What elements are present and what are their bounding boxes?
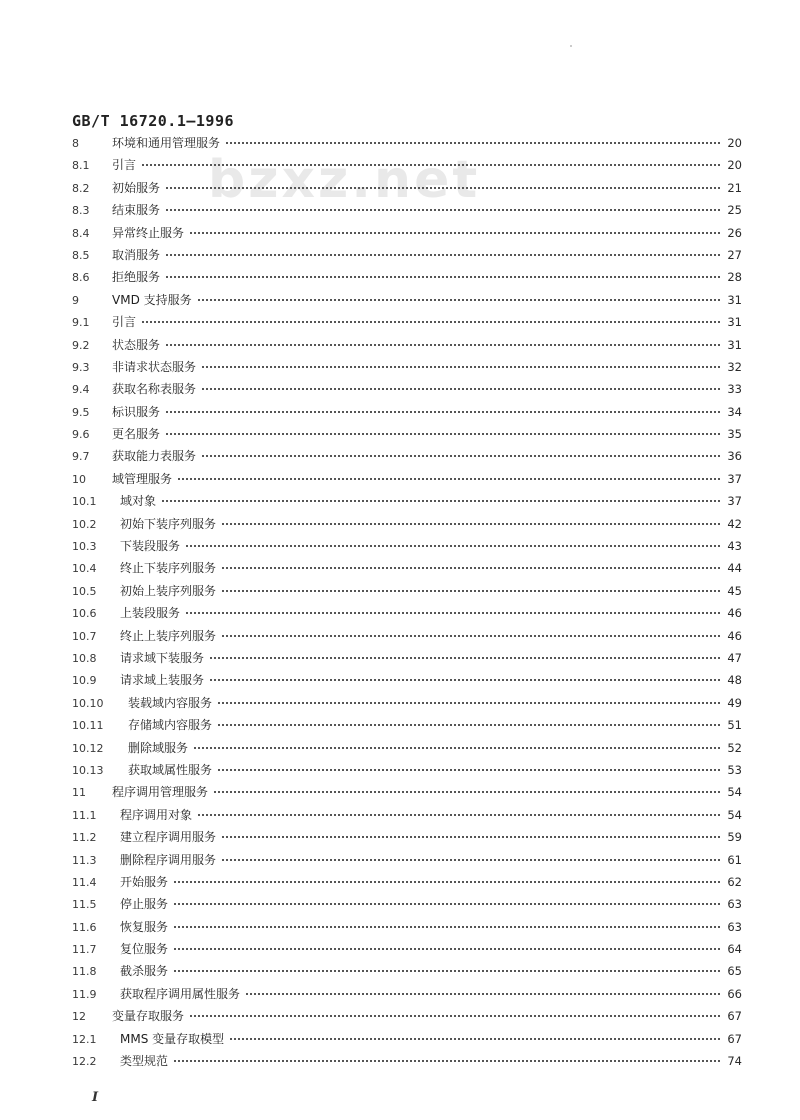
toc-entry-title: 删除程序调用服务 bbox=[120, 852, 217, 867]
toc-entry-title: 状态服务 bbox=[112, 337, 161, 352]
toc-entry-number: 12.2 bbox=[72, 1055, 97, 1069]
toc-dot-leader bbox=[166, 411, 720, 413]
toc-entry[interactable] bbox=[72, 334, 742, 356]
toc-entry-number: 10.9 bbox=[72, 674, 97, 688]
toc-entry-number: 11.1 bbox=[72, 808, 97, 822]
toc-entry-title: 删除域服务 bbox=[128, 740, 189, 755]
toc-dot-leader bbox=[174, 903, 720, 905]
toc-dot-leader bbox=[210, 679, 720, 681]
toc-dot-leader bbox=[226, 142, 720, 144]
toc-entry-title: 开始服务 bbox=[120, 874, 169, 889]
toc-entry-page: 46 bbox=[727, 606, 742, 621]
toc-entry-number: 10.2 bbox=[72, 517, 97, 531]
toc-entry-page: 53 bbox=[727, 762, 742, 777]
toc-entry-title: VMD 支持服务 bbox=[112, 292, 192, 307]
toc-dot-leader bbox=[222, 635, 720, 637]
toc-entry-title: 结束服务 bbox=[112, 203, 161, 218]
toc-entry-number: 11 bbox=[72, 786, 86, 800]
toc-dot-leader bbox=[166, 433, 720, 435]
toc-entry-title: 异常终止服务 bbox=[112, 225, 185, 240]
toc-entry[interactable] bbox=[72, 692, 742, 714]
toc-dot-leader bbox=[230, 1038, 720, 1040]
scan-speck bbox=[570, 45, 572, 47]
toc-entry-number: 10.12 bbox=[72, 741, 104, 755]
toc-entry-number: 11.9 bbox=[72, 987, 97, 1001]
toc-entry-page: 43 bbox=[727, 539, 742, 554]
toc-dot-leader bbox=[162, 500, 720, 502]
toc-entry-title: 恢复服务 bbox=[120, 919, 169, 934]
standard-number-header: GB/T 16720.1—1996 bbox=[72, 112, 235, 130]
toc-entry-number: 11.5 bbox=[72, 898, 97, 912]
toc-entry-title: 拒绝服务 bbox=[112, 270, 161, 285]
toc-entry-title: 终止上装序列服务 bbox=[120, 628, 217, 643]
toc-entry[interactable] bbox=[72, 557, 742, 579]
toc-entry-page: 48 bbox=[727, 673, 742, 688]
toc-dot-leader bbox=[190, 1015, 720, 1017]
toc-entry-title: 获取程序调用属性服务 bbox=[120, 986, 241, 1001]
toc-entry-number: 12 bbox=[72, 1010, 86, 1024]
toc-entry[interactable] bbox=[72, 759, 742, 781]
toc-dot-leader bbox=[202, 455, 720, 457]
toc-entry-number: 10.8 bbox=[72, 651, 97, 665]
toc-dot-leader bbox=[222, 567, 720, 569]
toc-entry[interactable] bbox=[72, 916, 742, 938]
toc-dot-leader bbox=[174, 881, 720, 883]
toc-entry-number: 9.2 bbox=[72, 338, 90, 352]
toc-entry[interactable] bbox=[72, 244, 742, 266]
toc-dot-leader bbox=[198, 814, 720, 816]
toc-dot-leader bbox=[202, 366, 720, 368]
toc-entry[interactable] bbox=[72, 132, 742, 154]
toc-entry[interactable] bbox=[72, 849, 742, 871]
toc-entry[interactable] bbox=[72, 871, 742, 893]
toc-entry-number: 10.13 bbox=[72, 763, 104, 777]
toc-entry-title: 停止服务 bbox=[120, 897, 169, 912]
toc-entry[interactable] bbox=[72, 490, 742, 512]
toc-entry-title: 初始下装序列服务 bbox=[120, 516, 217, 531]
toc-entry-title: 引言 bbox=[112, 315, 137, 330]
toc-entry-number: 9.3 bbox=[72, 360, 90, 374]
toc-entry[interactable] bbox=[72, 737, 742, 759]
toc-entry-title: 取消服务 bbox=[112, 247, 161, 262]
toc-entry-page: 74 bbox=[727, 1054, 742, 1069]
toc-dot-leader bbox=[210, 657, 720, 659]
toc-entry-page: 28 bbox=[727, 270, 742, 285]
toc-entry-title: 建立程序调用服务 bbox=[120, 830, 217, 845]
toc-dot-leader bbox=[222, 590, 720, 592]
toc-entry[interactable] bbox=[72, 625, 742, 647]
toc-entry-number: 10.5 bbox=[72, 584, 97, 598]
toc-entry[interactable] bbox=[72, 535, 742, 557]
toc-dot-leader bbox=[166, 254, 720, 256]
toc-dot-leader bbox=[186, 612, 720, 614]
toc-dot-leader bbox=[222, 859, 720, 861]
toc-entry-title: 上装段服务 bbox=[120, 606, 181, 621]
toc-dot-leader bbox=[174, 1060, 720, 1062]
toc-entry-title: 初始上装序列服务 bbox=[120, 583, 217, 598]
toc-entry-page: 37 bbox=[727, 471, 742, 486]
page-number: I bbox=[92, 1090, 99, 1105]
toc-entry-title: 类型规范 bbox=[120, 1054, 169, 1069]
toc-entry[interactable] bbox=[72, 938, 742, 960]
toc-entry[interactable] bbox=[72, 960, 742, 982]
toc-dot-leader bbox=[202, 388, 720, 390]
toc-entry-page: 49 bbox=[727, 695, 742, 710]
toc-dot-leader bbox=[194, 747, 720, 749]
toc-entry[interactable] bbox=[72, 580, 742, 602]
toc-entry-number: 9.5 bbox=[72, 405, 90, 419]
toc-entry-number: 11.8 bbox=[72, 965, 97, 979]
toc-dot-leader bbox=[198, 299, 720, 301]
toc-entry[interactable] bbox=[72, 1028, 742, 1050]
toc-entry-page: 31 bbox=[727, 292, 742, 307]
toc-entry-page: 31 bbox=[727, 337, 742, 352]
toc-entry[interactable] bbox=[72, 804, 742, 826]
toc-entry-title: 标识服务 bbox=[112, 404, 161, 419]
toc-entry[interactable] bbox=[72, 445, 742, 467]
toc-dot-leader bbox=[166, 209, 720, 211]
toc-entry-page: 66 bbox=[727, 986, 742, 1001]
toc-entry-title: 终止下装序列服务 bbox=[120, 561, 217, 576]
toc-entry-number: 11.6 bbox=[72, 920, 97, 934]
toc-dot-leader bbox=[166, 187, 720, 189]
toc-entry-number: 9.4 bbox=[72, 383, 90, 397]
toc-dot-leader bbox=[178, 478, 720, 480]
toc-entry-number: 10.7 bbox=[72, 629, 97, 643]
toc-dot-leader bbox=[246, 993, 720, 995]
toc-entry-page: 25 bbox=[727, 203, 742, 218]
toc-entry-page: 44 bbox=[727, 561, 742, 576]
toc-entry-title: 存储域内容服务 bbox=[128, 718, 213, 733]
toc-dot-leader bbox=[218, 724, 720, 726]
toc-entry-page: 26 bbox=[727, 225, 742, 240]
toc-entry-title: 获取名称表服务 bbox=[112, 382, 197, 397]
toc-entry-page: 36 bbox=[727, 449, 742, 464]
toc-entry[interactable] bbox=[72, 513, 742, 535]
toc-entry-number: 10.10 bbox=[72, 696, 104, 710]
toc-entry[interactable] bbox=[72, 893, 742, 915]
toc-dot-leader bbox=[166, 276, 720, 278]
toc-entry-page: 67 bbox=[727, 1009, 742, 1024]
toc-entry-page: 21 bbox=[727, 180, 742, 195]
toc-dot-leader bbox=[166, 344, 720, 346]
toc-dot-leader bbox=[186, 545, 720, 547]
toc-entry-title: MMS 变量存取模型 bbox=[120, 1031, 225, 1046]
toc-entry-title: 下装段服务 bbox=[120, 539, 181, 554]
toc-entry-number: 10 bbox=[72, 472, 86, 486]
toc-entry-title: 初始服务 bbox=[112, 180, 161, 195]
toc-dot-leader bbox=[174, 970, 720, 972]
toc-entry-number: 9.1 bbox=[72, 316, 90, 330]
toc-entry-page: 67 bbox=[727, 1031, 742, 1046]
toc-entry-number: 8.3 bbox=[72, 204, 90, 218]
toc-entry-page: 63 bbox=[727, 919, 742, 934]
toc-entry[interactable] bbox=[72, 423, 742, 445]
toc-entry-number: 8.2 bbox=[72, 181, 90, 195]
toc-entry-page: 52 bbox=[727, 740, 742, 755]
toc-entry[interactable] bbox=[72, 401, 742, 423]
toc-entry-title: 请求域上装服务 bbox=[120, 673, 205, 688]
toc-entry-page: 20 bbox=[727, 136, 742, 150]
toc-entry[interactable] bbox=[72, 669, 742, 691]
toc-entry[interactable] bbox=[72, 266, 742, 288]
toc-entry-page: 27 bbox=[727, 247, 742, 262]
toc-entry[interactable] bbox=[72, 289, 742, 311]
toc-entry[interactable] bbox=[72, 714, 742, 736]
toc-entry-title: 获取域属性服务 bbox=[128, 762, 213, 777]
toc-entry-number: 9 bbox=[72, 293, 79, 307]
toc-entry[interactable] bbox=[72, 983, 742, 1005]
table-of-contents bbox=[72, 132, 742, 1072]
toc-entry-page: 31 bbox=[727, 315, 742, 330]
toc-entry-page: 64 bbox=[727, 942, 742, 957]
toc-dot-leader bbox=[222, 836, 720, 838]
toc-dot-leader bbox=[190, 232, 720, 234]
toc-entry-title: 程序调用对象 bbox=[120, 807, 193, 822]
toc-entry[interactable] bbox=[72, 154, 742, 176]
toc-entry-title: 域管理服务 bbox=[112, 471, 173, 486]
toc-entry-page: 62 bbox=[727, 874, 742, 889]
toc-entry[interactable] bbox=[72, 356, 742, 378]
toc-entry-title: 非请求状态服务 bbox=[112, 359, 197, 374]
toc-entry-title: 引言 bbox=[112, 158, 137, 173]
toc-entry-page: 54 bbox=[727, 807, 742, 822]
toc-entry-number: 10.4 bbox=[72, 562, 97, 576]
toc-entry-title: 装载域内容服务 bbox=[128, 695, 213, 710]
toc-entry-number: 8.5 bbox=[72, 248, 90, 262]
toc-entry-number: 8.6 bbox=[72, 271, 90, 285]
toc-entry-number: 11.4 bbox=[72, 875, 97, 889]
toc-entry-number: 10.3 bbox=[72, 540, 97, 554]
toc-entry-page: 42 bbox=[727, 516, 742, 531]
toc-entry[interactable] bbox=[72, 378, 742, 400]
toc-entry-number: 12.1 bbox=[72, 1032, 97, 1046]
toc-dot-leader bbox=[174, 948, 720, 950]
toc-entry-page: 54 bbox=[727, 785, 742, 800]
watermark: bzxz.net bbox=[208, 150, 481, 210]
toc-entry-number: 8 bbox=[72, 137, 79, 150]
toc-entry-page: 33 bbox=[727, 382, 742, 397]
toc-entry-number: 9.6 bbox=[72, 428, 90, 442]
toc-entry-title: 截杀服务 bbox=[120, 964, 169, 979]
toc-entry-number: 11.3 bbox=[72, 853, 97, 867]
toc-entry-number: 8.4 bbox=[72, 226, 90, 240]
toc-dot-leader bbox=[142, 164, 720, 166]
toc-entry[interactable] bbox=[72, 647, 742, 669]
toc-entry-title: 更名服务 bbox=[112, 427, 161, 442]
toc-entry-page: 32 bbox=[727, 359, 742, 374]
toc-entry-page: 45 bbox=[727, 583, 742, 598]
toc-entry-page: 61 bbox=[727, 852, 742, 867]
toc-entry-number: 10.6 bbox=[72, 607, 97, 621]
toc-entry[interactable] bbox=[72, 826, 742, 848]
toc-entry-number: 10.1 bbox=[72, 495, 97, 509]
toc-dot-leader bbox=[174, 926, 720, 928]
toc-entry-page: 47 bbox=[727, 650, 742, 665]
toc-entry-page: 63 bbox=[727, 897, 742, 912]
toc-entry[interactable] bbox=[72, 177, 742, 199]
toc-entry-title: 域对象 bbox=[120, 494, 157, 509]
toc-entry-page: 34 bbox=[727, 404, 742, 419]
toc-entry-page: 51 bbox=[727, 718, 742, 733]
toc-entry-title: 复位服务 bbox=[120, 942, 169, 957]
toc-entry-page: 46 bbox=[727, 628, 742, 643]
toc-entry-title: 变量存取服务 bbox=[112, 1009, 185, 1024]
toc-entry-title: 环境和通用管理服务 bbox=[112, 136, 221, 150]
toc-entry[interactable] bbox=[72, 222, 742, 244]
toc-dot-leader bbox=[214, 791, 720, 793]
toc-entry-title: 获取能力表服务 bbox=[112, 449, 197, 464]
toc-entry-page: 37 bbox=[727, 494, 742, 509]
toc-dot-leader bbox=[218, 769, 720, 771]
toc-entry[interactable] bbox=[72, 1050, 742, 1072]
toc-entry-number: 10.11 bbox=[72, 719, 104, 733]
toc-dot-leader bbox=[222, 523, 720, 525]
toc-entry-page: 65 bbox=[727, 964, 742, 979]
toc-entry-page: 59 bbox=[727, 830, 742, 845]
toc-entry-title: 程序调用管理服务 bbox=[112, 785, 209, 800]
toc-entry[interactable] bbox=[72, 199, 742, 221]
toc-entry-page: 20 bbox=[727, 158, 742, 173]
toc-dot-leader bbox=[218, 702, 720, 704]
toc-entry-number: 11.2 bbox=[72, 831, 97, 845]
toc-entry[interactable] bbox=[72, 311, 742, 333]
toc-entry-title: 请求域下装服务 bbox=[120, 650, 205, 665]
toc-entry[interactable] bbox=[72, 781, 742, 803]
toc-entry[interactable] bbox=[72, 602, 742, 624]
toc-entry-number: 8.1 bbox=[72, 159, 90, 173]
toc-entry[interactable] bbox=[72, 1005, 742, 1027]
toc-entry[interactable] bbox=[72, 468, 742, 490]
toc-entry-number: 9.7 bbox=[72, 450, 90, 464]
toc-entry-number: 11.7 bbox=[72, 943, 97, 957]
toc-dot-leader bbox=[142, 321, 720, 323]
toc-entry-page: 35 bbox=[727, 427, 742, 442]
